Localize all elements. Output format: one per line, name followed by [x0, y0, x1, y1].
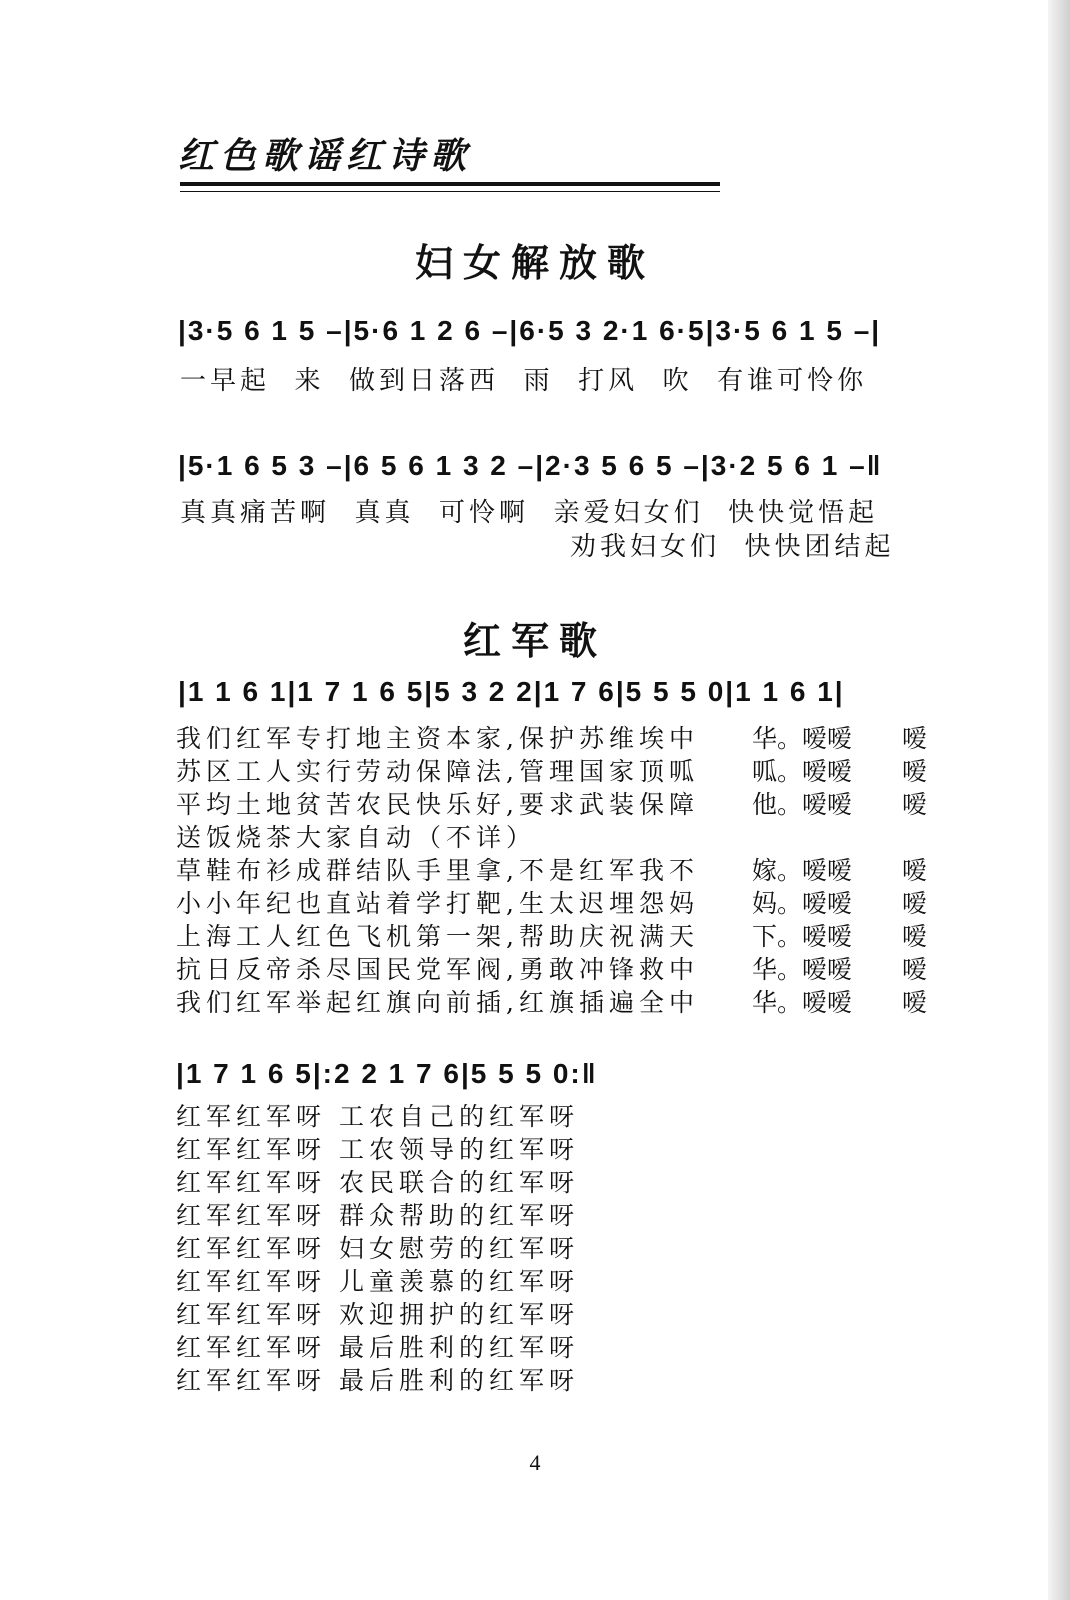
verse-tail: 嗳 [902, 922, 928, 951]
verse-line: 我们红军举起红旗向前插,红旗插遍全中 [176, 988, 699, 1017]
chorus-line: 红军红军呀 儿童羡慕的红军呀 [176, 1267, 579, 1296]
chorus-line: 红军红军呀 欢迎拥护的红军呀 [176, 1300, 579, 1329]
verse-ending [752, 821, 852, 854]
verse-ending: 嫁。嗳嗳 [752, 856, 853, 885]
chorus-line: 红军红军呀 妇女慰劳的红军呀 [176, 1234, 579, 1263]
chorus-line: 红军红军呀 工农自己的红军呀 [176, 1102, 579, 1131]
song2-notation-line-2: |1 7 1 6 5|:2 2 1 7 6|5 5 5 0:‖ [176, 1058, 598, 1089]
verse-tail: 嗳 [902, 889, 928, 918]
verse-ending: 妈。嗳嗳 [752, 889, 853, 918]
verse-line: 我们红军专打地主资本家,保护苏维埃中 [176, 724, 699, 753]
page-number: 4 [529, 1450, 541, 1475]
verse-ending: 下。嗳嗳 [752, 922, 853, 951]
song1-notation-line-1: |3·5 6 1 5 –|5·6 1 2 6 –|6·5 3 2·1 6·5|3·5 6 1 5 –| [178, 315, 882, 346]
book-header-title: 红色歌谣红诗歌 [178, 135, 473, 177]
header-rule-thick [180, 182, 720, 186]
verse-line: 送饭烧茶大家自动（不详） [176, 823, 537, 852]
verse-line: 上海工人红色飞机第一架,帮助庆祝满天 [176, 922, 699, 951]
song2-verse-tail [902, 722, 927, 1019]
song2-chorus-list [176, 1100, 579, 1397]
verse-tail [902, 821, 927, 854]
verse-tail: 嗳 [902, 856, 928, 885]
song2-title: 红军歌 [462, 618, 607, 663]
song1-title: 妇女解放歌 [414, 240, 655, 285]
song1-lyrics-line-1: 一早起 来 做到日落西 雨 打风 吹 有谁可怜你 [180, 366, 868, 396]
verse-ending: 呱。嗳嗳 [752, 757, 853, 786]
verse-tail: 嗳 [902, 757, 928, 786]
verse-tail: 嗳 [902, 955, 928, 984]
verse-ending: 他。嗳嗳 [752, 790, 853, 819]
verse-tail: 嗳 [902, 790, 928, 819]
chorus-line: 红军红军呀 农民联合的红军呀 [176, 1168, 579, 1197]
verse-line: 小小年纪也直站着学打靶,生太迟埋怨妈 [176, 889, 699, 918]
chorus-line: 红军红军呀 工农领导的红军呀 [176, 1135, 579, 1164]
verse-ending: 华。嗳嗳 [752, 955, 853, 984]
chorus-line: 红军红军呀 最后胜利的红军呀 [176, 1333, 579, 1362]
song2-verse-endings [752, 722, 852, 1019]
verse-ending: 华。嗳嗳 [752, 988, 853, 1017]
verse-line: 草鞋布衫成群结队手里拿,不是红军我不 [176, 856, 699, 885]
verse-line: 苏区工人实行劳动保障法,管理国家顶呱 [176, 757, 699, 786]
verse-line: 抗日反帝杀尽国民党军阀,勇敢冲锋救中 [176, 955, 699, 984]
header-rule-thin [180, 191, 720, 192]
chorus-line: 红军红军呀 最后胜利的红军呀 [176, 1366, 579, 1395]
chorus-line: 红军红军呀 群众帮助的红军呀 [176, 1201, 579, 1230]
verse-tail: 嗳 [902, 724, 928, 753]
verse-ending: 华。嗳嗳 [752, 724, 853, 753]
verse-tail: 嗳 [902, 988, 928, 1017]
song1-lyrics-line-2: 真真痛苦啊 真真 可怜啊 亲爱妇女们 快快觉悟起 [180, 498, 879, 528]
song2-notation-line-1: |1 1 6 1|1 7 1 6 5|5 3 2 2|1 7 6|5 5 5 0|1 1 6 1| [178, 676, 845, 707]
verse-line: 平均土地贫苦农民快乐好,要求武装保障 [176, 790, 699, 819]
song1-lyrics-line-3: 劝我妇女们 快快团结起 [570, 532, 895, 562]
song2-verse-list [176, 722, 699, 1019]
song1-notation-line-2: |5·1 6 5 3 –|6 5 6 1 3 2 –|2·3 5 6 5 –|3·2 5 6 1 –‖ [178, 450, 883, 481]
